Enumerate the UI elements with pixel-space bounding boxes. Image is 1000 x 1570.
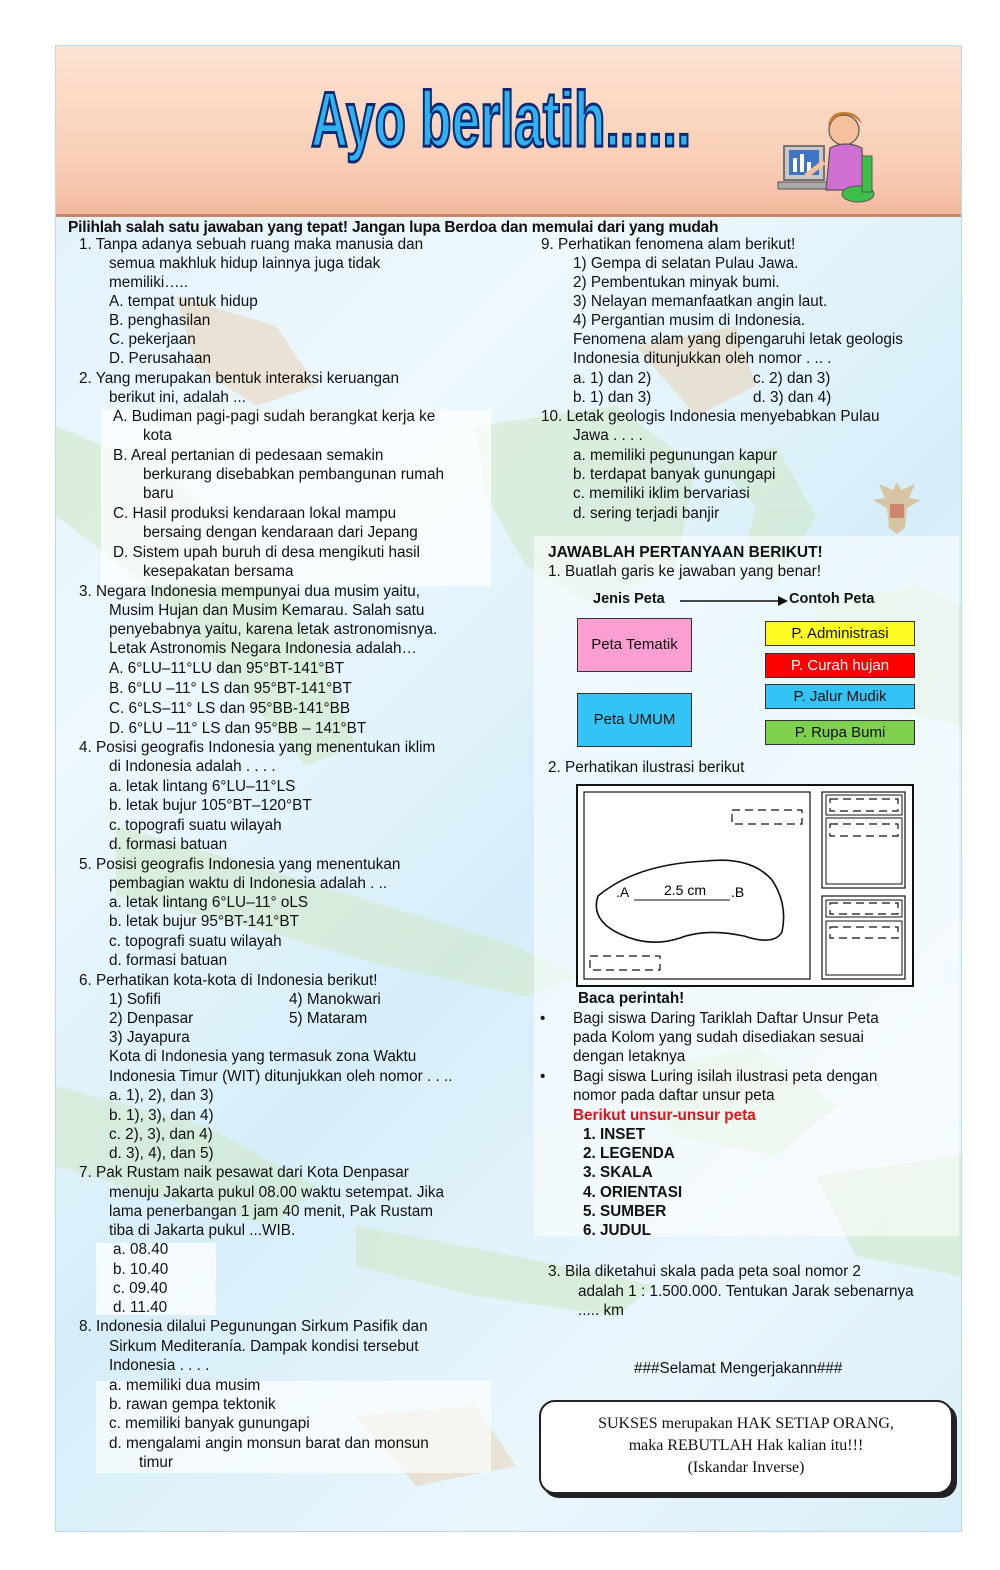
answer-option[interactable]: b. terdapat banyak gunungapi bbox=[573, 466, 776, 483]
essay-answer-blank[interactable]: ..... km bbox=[578, 1302, 624, 1319]
question-7-text: lama penerbangan 1 jam 40 menit, Pak Rustam bbox=[109, 1203, 433, 1220]
option-jalur-mudik[interactable]: P. Jalur Mudik bbox=[765, 684, 915, 709]
bullet-icon: • bbox=[540, 1068, 546, 1085]
question-4: 4. Posisi geografis Indonesia yang menentukan iklim bbox=[79, 739, 436, 756]
question-3-text: Musim Hujan dan Musim Kemarau. Salah satu bbox=[109, 602, 425, 619]
answer-option[interactable]: a. 1), 2), dan 3) bbox=[109, 1087, 214, 1104]
map-illustration[interactable] bbox=[576, 784, 914, 987]
question-2: 2. Yang merupakan bentuk interaksi keruangan bbox=[79, 370, 400, 387]
question-2-text: berikut ini, adalah ... bbox=[109, 389, 246, 406]
answer-option-cont: kesepakatan bersama bbox=[143, 563, 294, 580]
essay-heading: JAWABLAH PERTANYAAN BERIKUT! bbox=[548, 544, 823, 561]
motivational-quote bbox=[539, 1400, 953, 1494]
box-peta-tematik[interactable]: Peta Tematik bbox=[577, 618, 692, 672]
answer-option[interactable]: c. 09.40 bbox=[113, 1280, 168, 1297]
question-9-text: Indonesia ditunjukkan oleh nomor . .. . bbox=[573, 350, 832, 367]
point-a-label: .A bbox=[616, 884, 630, 900]
question-4-text: di Indonesia adalah . . . . bbox=[109, 758, 276, 775]
distance-label: 2.5 cm bbox=[664, 882, 707, 898]
instruction-daring: pada Kolom yang sudah disediakan sesuai bbox=[573, 1029, 864, 1046]
answer-option[interactable]: B. 6°LU –11° LS dan 95°BT-141°BT bbox=[109, 680, 352, 697]
question-8: 8. Indonesia dilalui Pegunungan Sirkum Pasifik dan bbox=[79, 1318, 428, 1335]
jenis-peta-header: Jenis Peta bbox=[593, 591, 665, 607]
answer-option[interactable]: d. formasi batuan bbox=[109, 836, 228, 853]
question-8-text: Sirkum Mediteranía. Dampak kondisi tersebut bbox=[109, 1338, 419, 1355]
question-6: 6. Perhatikan kota-kota di Indonesia berikut! bbox=[79, 972, 378, 989]
garuda-emblem-icon bbox=[871, 476, 923, 538]
instruction-daring: Bagi siswa Daring Tariklah Daftar Unsur Peta bbox=[573, 1010, 879, 1027]
city-item: 3) Jayapura bbox=[109, 1029, 190, 1046]
option-administrasi[interactable]: P. Administrasi bbox=[765, 621, 915, 646]
phenomenon-item: 1) Gempa di selatan Pulau Jawa. bbox=[573, 255, 799, 272]
map-element-item[interactable]: 1. INSET bbox=[583, 1126, 646, 1143]
option-rupa-bumi[interactable]: P. Rupa Bumi bbox=[765, 720, 915, 745]
city-item: 1) Sofifi bbox=[109, 991, 161, 1008]
answer-option-cont: kota bbox=[143, 427, 172, 444]
answer-option[interactable]: a. letak lintang 6°LU–11° oLS bbox=[109, 894, 309, 911]
question-1-text: memiliki….. bbox=[109, 274, 189, 291]
essay-question-2: 2. Perhatikan ilustrasi berikut bbox=[548, 759, 745, 776]
city-item: 2) Denpasar bbox=[109, 1010, 194, 1027]
question-10-text: Jawa . . . . bbox=[573, 427, 643, 444]
instruction-text: Pilihlah salah satu jawaban yang tepat! Jangan lupa Berdoa dan memulai dari yang mudah bbox=[68, 219, 719, 236]
instruction-luring: nomor pada daftar unsur peta bbox=[573, 1087, 775, 1104]
essay-question-1: 1. Buatlah garis ke jawaban yang benar! bbox=[548, 563, 821, 580]
instruction-daring: dengan letaknya bbox=[573, 1048, 686, 1065]
answer-option[interactable]: b. letak bujur 95°BT-141°BT bbox=[109, 913, 299, 930]
answer-option[interactable]: D. 6°LU –11° LS dan 95°BB – 141°BT bbox=[109, 720, 367, 737]
map-element-item[interactable]: 6. JUDUL bbox=[583, 1222, 651, 1239]
answer-option[interactable]: b. letak bujur 105°BT–120°BT bbox=[109, 797, 312, 814]
answer-option[interactable]: b. 10.40 bbox=[113, 1261, 169, 1278]
phenomenon-item: 4) Pergantian musim di Indonesia. bbox=[573, 312, 806, 329]
answer-option[interactable]: d. 3), 4), dan 5) bbox=[109, 1145, 214, 1162]
quote-author: (Iskandar Inverse) bbox=[687, 1459, 805, 1476]
answer-option[interactable]: A. tempat untuk hidup bbox=[109, 293, 258, 310]
question-3-text: Letak Astronomis Negara Indonesia adalah… bbox=[109, 640, 417, 657]
map-elements-heading: Berikut unsur-unsur peta bbox=[573, 1107, 756, 1124]
phenomenon-item: 3) Nelayan memanfaatkan angin laut. bbox=[573, 293, 828, 310]
header-banner bbox=[56, 46, 961, 217]
question-9-text: Fenomena alam yang dipengaruhi letak geologis bbox=[573, 331, 903, 348]
map-element-item[interactable]: 2. LEGENDA bbox=[583, 1145, 675, 1162]
map-element-item[interactable]: 3. SKALA bbox=[583, 1164, 653, 1181]
title-wordart bbox=[301, 58, 701, 168]
question-5: 5. Posisi geografis Indonesia yang menentukan bbox=[79, 856, 401, 873]
answer-option[interactable]: C. pekerjaan bbox=[109, 331, 196, 348]
answer-option[interactable]: a. 1) dan 2) bbox=[573, 370, 652, 387]
answer-option[interactable]: A. Budiman pagi-pagi sudah berangkat kerja ke bbox=[113, 408, 436, 425]
instruction-luring: Bagi siswa Luring isilah ilustrasi peta dengan bbox=[573, 1068, 878, 1085]
answer-option[interactable]: c. topografi suatu wilayah bbox=[109, 817, 282, 834]
answer-option[interactable]: C. 6°LS–11° LS dan 95°BB-141°BB bbox=[109, 700, 351, 717]
worksheet-page bbox=[55, 45, 962, 1532]
contoh-peta-header: Contoh Peta bbox=[789, 591, 875, 607]
answer-option[interactable]: a. 08.40 bbox=[113, 1241, 169, 1258]
phenomenon-item: 2) Pembentukan minyak bumi. bbox=[573, 274, 780, 291]
answer-option[interactable]: b. rawan gempa tektonik bbox=[109, 1396, 276, 1413]
question-3-text: penyebabnya yaitu, karena letak astronomisnya. bbox=[109, 621, 438, 638]
answer-option[interactable]: c. memiliki iklim bervariasi bbox=[573, 485, 750, 502]
answer-option-cont: baru bbox=[143, 485, 174, 502]
answer-option[interactable]: d. formasi batuan bbox=[109, 952, 228, 969]
map-element-item[interactable]: 4. ORIENTASI bbox=[583, 1184, 683, 1201]
closing-message: ###Selamat Mengerjakann### bbox=[634, 1360, 843, 1377]
essay-question-3: 3. Bila diketahui skala pada peta soal nomor 2 bbox=[548, 1263, 861, 1280]
quote-line-2: maka REBUTLAH Hak kalian itu!!! bbox=[628, 1437, 864, 1454]
question-10: 10. Letak geologis Indonesia menyebabkan Pulau bbox=[541, 408, 880, 425]
answer-option[interactable]: B. Areal pertanian di pedesaan semakin bbox=[113, 447, 384, 464]
computer-worker-icon bbox=[766, 98, 878, 210]
answer-option[interactable]: d. 11.40 bbox=[113, 1299, 168, 1316]
question-7: 7. Pak Rustam naik pesawat dari Kota Denpasar bbox=[79, 1164, 409, 1181]
answer-option[interactable]: d. mengalami angin monsun barat dan monsun bbox=[109, 1435, 429, 1452]
city-item: 4) Manokwari bbox=[289, 991, 381, 1008]
answer-option[interactable]: d. sering terjadi banjir bbox=[573, 505, 720, 522]
page-title: Ayo berlatih...... bbox=[311, 75, 691, 163]
read-instruction-heading: Baca perintah! bbox=[578, 990, 685, 1007]
question-3: 3. Negara Indonesia mempunyai dua musim yaitu, bbox=[79, 583, 420, 600]
essay-question-3-text: adalah 1 : 1.500.000. Tentukan Jarak sebenarnya bbox=[578, 1283, 914, 1300]
answer-option[interactable]: c. topografi suatu wilayah bbox=[109, 933, 282, 950]
answer-option[interactable]: C. Hasil produksi kendaraan lokal mampu bbox=[113, 505, 397, 522]
arrow-icon bbox=[680, 595, 788, 607]
quote-line-1: SUKSES merupakan HAK SETIAP ORANG, bbox=[598, 1415, 894, 1432]
map-element-item[interactable]: 5. SUMBER bbox=[583, 1203, 667, 1220]
answer-option[interactable]: c. 2), 3), dan 4) bbox=[109, 1126, 213, 1143]
answer-option[interactable]: A. 6°LU–11°LU dan 95°BT-141°BT bbox=[109, 660, 345, 677]
answer-option[interactable]: b. 1), 3), dan 4) bbox=[109, 1107, 214, 1124]
question-6-text: Kota di Indonesia yang termasuk zona Waktu bbox=[109, 1048, 417, 1065]
option-curah-hujan[interactable]: P. Curah hujan bbox=[765, 653, 915, 678]
question-8-text: Indonesia . . . . bbox=[109, 1357, 210, 1374]
question-7-text: menuju Jakarta pukul 08.00 waktu setempat. Jika bbox=[109, 1184, 445, 1201]
question-6-text: Indonesia Timur (WIT) ditunjukkan oleh nomor . . .. bbox=[109, 1068, 453, 1085]
bullet-icon: • bbox=[540, 1010, 546, 1027]
answer-option[interactable]: a. memiliki dua musim bbox=[109, 1377, 261, 1394]
answer-option[interactable]: c. 2) dan 3) bbox=[753, 370, 831, 387]
question-1: 1. Tanpa adanya sebuah ruang maka manusia dan bbox=[79, 236, 424, 253]
answer-option[interactable]: b. 1) dan 3) bbox=[573, 389, 652, 406]
question-5-text: pembagian waktu di Indonesia adalah . .. bbox=[109, 875, 388, 892]
answer-option[interactable]: d. 3) dan 4) bbox=[753, 389, 832, 406]
question-9: 9. Perhatikan fenomena alam berikut! bbox=[541, 236, 796, 253]
box-peta-umum[interactable]: Peta UMUM bbox=[577, 693, 692, 747]
answer-option[interactable]: D. Sistem upah buruh di desa mengikuti hasil bbox=[113, 544, 420, 561]
answer-option[interactable]: a. letak lintang 6°LU–11°LS bbox=[109, 778, 296, 795]
answer-option[interactable]: a. memiliki pegunungan kapur bbox=[573, 447, 778, 464]
city-item: 5) Mataram bbox=[289, 1010, 368, 1027]
question-1-text: semua makhluk hidup lainnya juga tidak bbox=[109, 255, 381, 272]
answer-option-cont: berkurang disebabkan pembangunan rumah bbox=[143, 466, 445, 483]
answer-option-cont: bersaing dengan kendaraan dari Jepang bbox=[143, 524, 418, 541]
answer-option[interactable]: B. penghasilan bbox=[109, 312, 211, 329]
answer-option[interactable]: D. Perusahaan bbox=[109, 350, 212, 367]
answer-option-cont: timur bbox=[139, 1454, 173, 1471]
answer-option[interactable]: c. memiliki banyak gunungapi bbox=[109, 1415, 310, 1432]
question-7-text: tiba di Jakarta pukul ...WIB. bbox=[109, 1222, 296, 1239]
point-b-label: .B bbox=[731, 884, 745, 900]
